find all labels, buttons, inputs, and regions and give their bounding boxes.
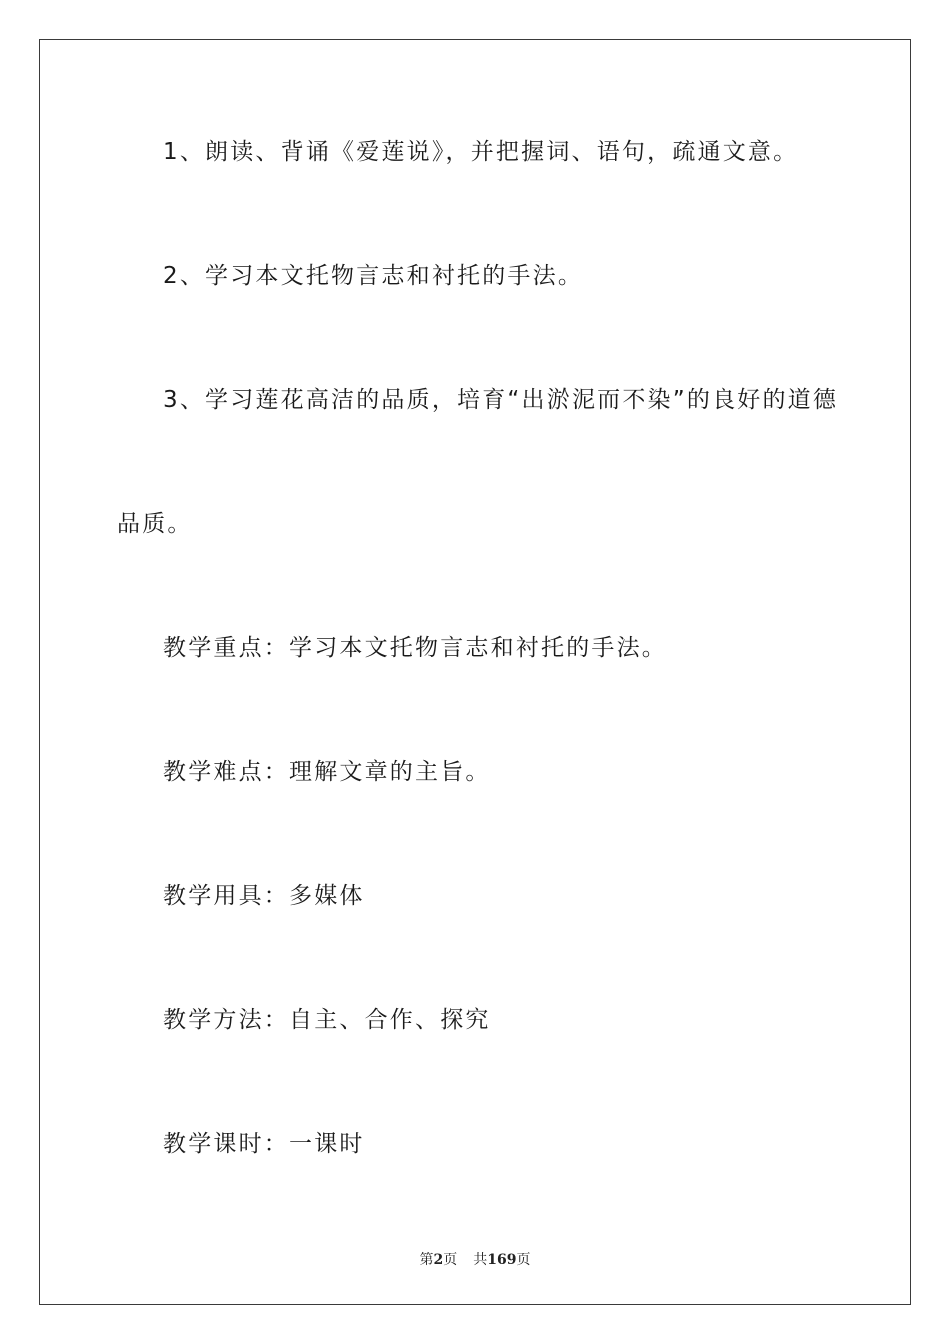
objective-3-continued: 品质。 bbox=[117, 511, 193, 537]
footer-page-suffix: 页 bbox=[443, 1252, 458, 1268]
footer-total-prefix: 共 bbox=[473, 1252, 488, 1268]
teaching-periods: 教学课时：一课时 bbox=[163, 1131, 365, 1157]
page-footer bbox=[0, 1249, 950, 1269]
footer-page-number: 2 bbox=[433, 1252, 444, 1268]
objective-1: 1、朗读、背诵《爱莲说》，并把握词、语句，疏通文意。 bbox=[163, 139, 799, 165]
teaching-key-point: 教学重点：学习本文托物言志和衬托的手法。 bbox=[163, 635, 667, 661]
objective-3: 3、学习莲花高洁的品质，培育“出淤泥而不染”的良好的道德 bbox=[163, 387, 839, 413]
teaching-methods: 教学方法：自主、合作、探究 bbox=[163, 1007, 491, 1033]
teaching-difficulty: 教学难点：理解文章的主旨。 bbox=[163, 759, 491, 785]
footer-page-prefix: 第 bbox=[419, 1252, 434, 1268]
footer-total-suffix: 页 bbox=[516, 1252, 531, 1268]
page-border bbox=[39, 39, 911, 1305]
footer-total-pages: 169 bbox=[487, 1252, 517, 1268]
objective-2: 2、学习本文托物言志和衬托的手法。 bbox=[163, 263, 584, 289]
teaching-tools: 教学用具：多媒体 bbox=[163, 883, 365, 909]
